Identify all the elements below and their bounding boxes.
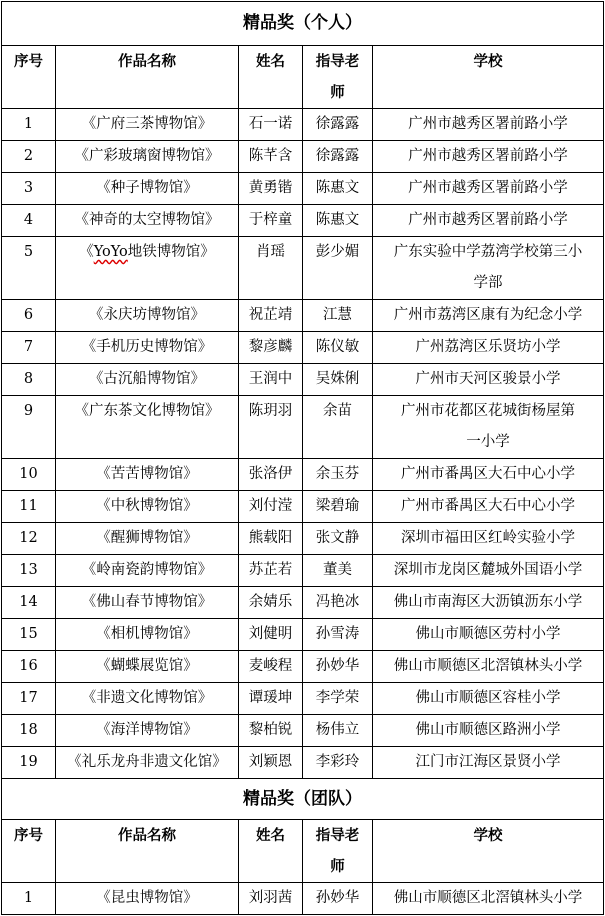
header-advisor-line2: 师: [330, 84, 345, 101]
row-work: 《海洋博物馆》: [56, 715, 239, 747]
row-advisor: 张文静: [303, 523, 373, 555]
row-seq: 18: [2, 715, 56, 747]
row-name: 黄勇锴: [239, 173, 303, 205]
row-work: 《醒狮博物馆》: [56, 523, 239, 555]
row-seq: 19: [2, 747, 56, 779]
row-work: [56, 237, 239, 300]
header-name: 姓名: [239, 46, 303, 109]
row-name: 刘颖恩: [239, 747, 303, 779]
row-advisor: 徐露露: [303, 141, 373, 173]
row-seq: 14: [2, 587, 56, 619]
row-work: 《佛山春节博物馆》: [56, 587, 239, 619]
row-school: 佛山市顺德区容桂小学: [373, 683, 604, 715]
row-work: 《蝴蝶展览馆》: [56, 651, 239, 683]
table-row: [2, 651, 604, 683]
individual-title-row: [2, 2, 604, 46]
row-seq: 11: [2, 491, 56, 523]
row-work: 《手机历史博物馆》: [56, 332, 239, 364]
table-row: [2, 237, 604, 300]
row-advisor: 李彩玲: [303, 747, 373, 779]
row-work-latin: YoYo: [93, 244, 128, 260]
row-seq: 2: [2, 141, 56, 173]
table-row: [2, 715, 604, 747]
row-school: 广州市越秀区署前路小学: [373, 141, 604, 173]
header-work: 作品名称: [56, 820, 239, 883]
row-seq: 13: [2, 555, 56, 587]
row-school: 广州市越秀区署前路小学: [373, 173, 604, 205]
individual-section-title: 精品奖（个人）: [2, 2, 604, 46]
row-seq: 5: [2, 237, 56, 300]
row-work: 《古沉船博物馆》: [56, 364, 239, 396]
table-row: [2, 683, 604, 715]
row-school: [373, 396, 604, 459]
table-row: [2, 523, 604, 555]
row-work: 《昆虫博物馆》: [56, 883, 239, 915]
row-work: 《相机博物馆》: [56, 619, 239, 651]
header-advisor-line2: 师: [330, 858, 345, 875]
row-school-line1: 广东实验中学荔湾学校第三小: [393, 244, 583, 260]
table-row: [2, 109, 604, 141]
row-school: 广州市天河区骏景小学: [373, 364, 604, 396]
row-seq: 1: [2, 883, 56, 915]
row-name: 刘羽茜: [239, 883, 303, 915]
table-row: [2, 173, 604, 205]
row-work: 《神奇的太空博物馆》: [56, 205, 239, 237]
row-seq: 3: [2, 173, 56, 205]
row-work: 《苦苦博物馆》: [56, 459, 239, 491]
row-advisor: 孙雪涛: [303, 619, 373, 651]
table-row: [2, 747, 604, 779]
individual-header-row: [2, 46, 604, 109]
header-advisor-line1: 指导老: [315, 827, 360, 844]
row-advisor: 李学荣: [303, 683, 373, 715]
table-row: [2, 555, 604, 587]
row-work: 《岭南瓷韵博物馆》: [56, 555, 239, 587]
row-school: 广州市番禺区大石中心小学: [373, 491, 604, 523]
row-advisor: 吴姝俐: [303, 364, 373, 396]
row-school: 佛山市顺德区劳村小学: [373, 619, 604, 651]
awards-table: [1, 1, 604, 915]
row-school: 江门市江海区景贤小学: [373, 747, 604, 779]
row-work: 《广东茶文化博物馆》: [56, 396, 239, 459]
row-advisor: 余玉芬: [303, 459, 373, 491]
team-section-title: 精品奖（团队）: [2, 779, 604, 820]
row-seq: 9: [2, 396, 56, 459]
row-name: 张洛伊: [239, 459, 303, 491]
row-advisor: 杨伟立: [303, 715, 373, 747]
row-advisor: 江慧: [303, 300, 373, 332]
row-name: 石一诺: [239, 109, 303, 141]
row-school: [373, 237, 604, 300]
row-work: 《广彩玻璃窗博物馆》: [56, 141, 239, 173]
row-name: 苏芷若: [239, 555, 303, 587]
row-advisor: 陈惠文: [303, 173, 373, 205]
row-seq: 8: [2, 364, 56, 396]
header-school: 学校: [373, 820, 604, 883]
row-seq: 12: [2, 523, 56, 555]
row-name: 刘付滢: [239, 491, 303, 523]
row-seq: 4: [2, 205, 56, 237]
table-row: [2, 619, 604, 651]
header-advisor: [303, 46, 373, 109]
row-seq: 16: [2, 651, 56, 683]
row-school: 深圳市福田区红岭实验小学: [373, 523, 604, 555]
row-school: 广州市荔湾区康有为纪念小学: [373, 300, 604, 332]
row-name: 肖瑶: [239, 237, 303, 300]
row-work: 《非遗文化博物馆》: [56, 683, 239, 715]
row-seq: 7: [2, 332, 56, 364]
row-advisor: 孙妙华: [303, 651, 373, 683]
row-advisor: 余苗: [303, 396, 373, 459]
row-advisor: 陈惠文: [303, 205, 373, 237]
row-school: 佛山市顺德区北滘镇林头小学: [373, 883, 604, 915]
row-name: 王润中: [239, 364, 303, 396]
row-work: 《广府三茶博物馆》: [56, 109, 239, 141]
row-seq: 10: [2, 459, 56, 491]
header-name: 姓名: [239, 820, 303, 883]
table-row: [2, 459, 604, 491]
row-work: 《永庆坊博物馆》: [56, 300, 239, 332]
row-school-line2: 一小学: [466, 434, 510, 450]
row-name: 黎柏锐: [239, 715, 303, 747]
row-advisor: 陈仪敏: [303, 332, 373, 364]
row-school: 广州市番禺区大石中心小学: [373, 459, 604, 491]
row-name: 陈玥羽: [239, 396, 303, 459]
row-name: 谭瑗坤: [239, 683, 303, 715]
row-work: 《种子博物馆》: [56, 173, 239, 205]
row-school-line2: 学部: [473, 275, 503, 291]
table-row: [2, 332, 604, 364]
row-name: 刘健明: [239, 619, 303, 651]
table-row: [2, 587, 604, 619]
row-school: 佛山市顺德区路洲小学: [373, 715, 604, 747]
row-name: 余婧乐: [239, 587, 303, 619]
row-seq: 1: [2, 109, 56, 141]
row-seq: 6: [2, 300, 56, 332]
row-work-prefix: 《: [79, 244, 94, 260]
header-seq: 序号: [2, 46, 56, 109]
row-seq: 17: [2, 683, 56, 715]
header-work: 作品名称: [56, 46, 239, 109]
row-name: 麦峻程: [239, 651, 303, 683]
row-work: 《礼乐龙舟非遗文化馆》: [56, 747, 239, 779]
table-row: [2, 883, 604, 915]
row-name: 陈芊含: [239, 141, 303, 173]
row-advisor: 董美: [303, 555, 373, 587]
row-name: 祝芷靖: [239, 300, 303, 332]
table-row: [2, 396, 604, 459]
row-advisor: 徐露露: [303, 109, 373, 141]
table-row: [2, 491, 604, 523]
row-advisor: 梁碧瑜: [303, 491, 373, 523]
table-row: [2, 205, 604, 237]
header-seq: 序号: [2, 820, 56, 883]
row-advisor: 冯艳冰: [303, 587, 373, 619]
header-advisor: [303, 820, 373, 883]
header-school: 学校: [373, 46, 604, 109]
row-work: 《中秋博物馆》: [56, 491, 239, 523]
row-school: 广州市越秀区署前路小学: [373, 109, 604, 141]
team-title-row: [2, 779, 604, 820]
row-school-line1: 广州市花都区花城街杨屋第: [401, 403, 575, 419]
header-advisor-line1: 指导老: [315, 53, 360, 70]
row-school: 广州市越秀区署前路小学: [373, 205, 604, 237]
row-work-suffix: 地铁博物馆》: [127, 244, 215, 260]
row-school: 广州荔湾区乐贤坊小学: [373, 332, 604, 364]
row-school: 佛山市南海区大沥镇沥东小学: [373, 587, 604, 619]
row-school: 佛山市顺德区北滘镇林头小学: [373, 651, 604, 683]
team-header-row: [2, 820, 604, 883]
table-row: [2, 364, 604, 396]
row-advisor: 彭少媚: [303, 237, 373, 300]
row-school: 深圳市龙岗区麓城外国语小学: [373, 555, 604, 587]
table-row: [2, 141, 604, 173]
row-name: 于梓童: [239, 205, 303, 237]
row-seq: 15: [2, 619, 56, 651]
table-row: [2, 300, 604, 332]
row-name: 熊载阳: [239, 523, 303, 555]
row-advisor: 孙妙华: [303, 883, 373, 915]
row-name: 黎彦麟: [239, 332, 303, 364]
